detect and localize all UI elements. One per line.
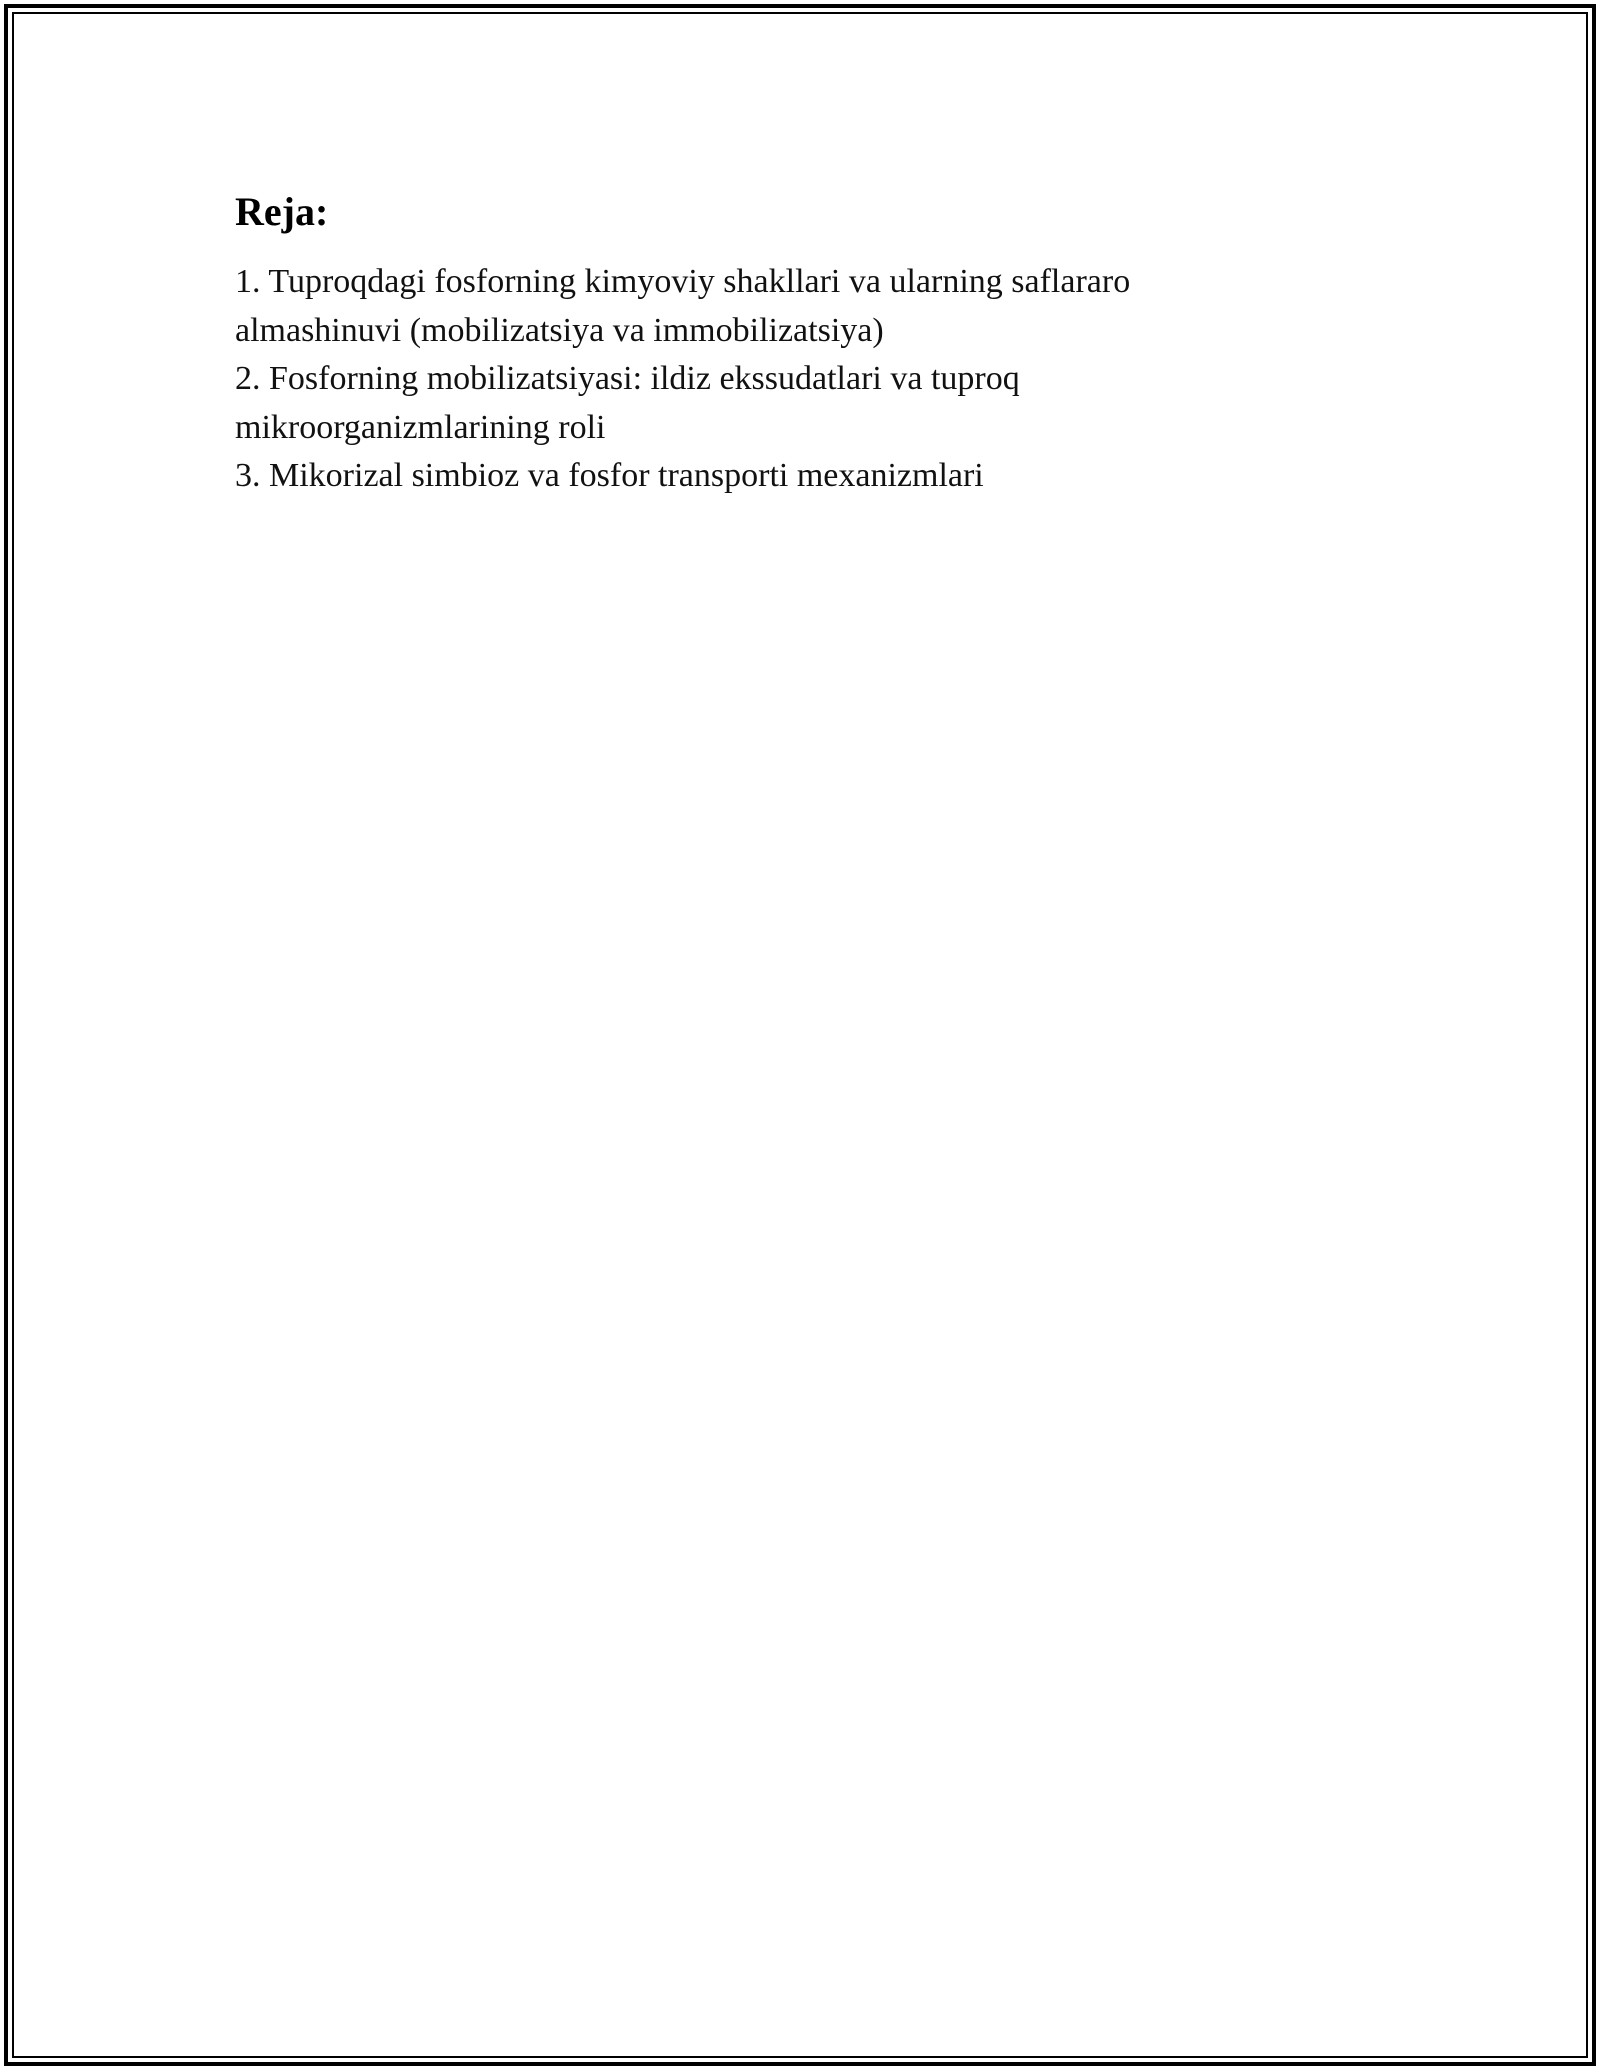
plan-item-3: [235, 452, 1385, 501]
plan-list: [235, 258, 1385, 501]
page-content: [235, 188, 1385, 501]
plan-item-1-line-1: 1. Tuproqdagi fosforning kimyoviy shakllari va ularning saflararo: [235, 263, 1131, 300]
plan-item-3-line-1: 3. Mikorizal simbioz va fosfor transporti mexanizmlari: [235, 457, 984, 494]
plan-item-1-line-2: almashinuvi (mobilizatsiya va immobilizatsiya): [235, 311, 884, 349]
plan-heading: Reja:: [235, 189, 329, 234]
plan-item-2: [235, 355, 1385, 452]
plan-item-2-line-2: mikroorganizmlarining roli: [235, 408, 606, 446]
plan-item-1: [235, 258, 1385, 355]
plan-item-2-line-1: 2. Fosforning mobilizatsiyasi: ildiz ekssudatlari va tuproq: [235, 360, 1020, 397]
